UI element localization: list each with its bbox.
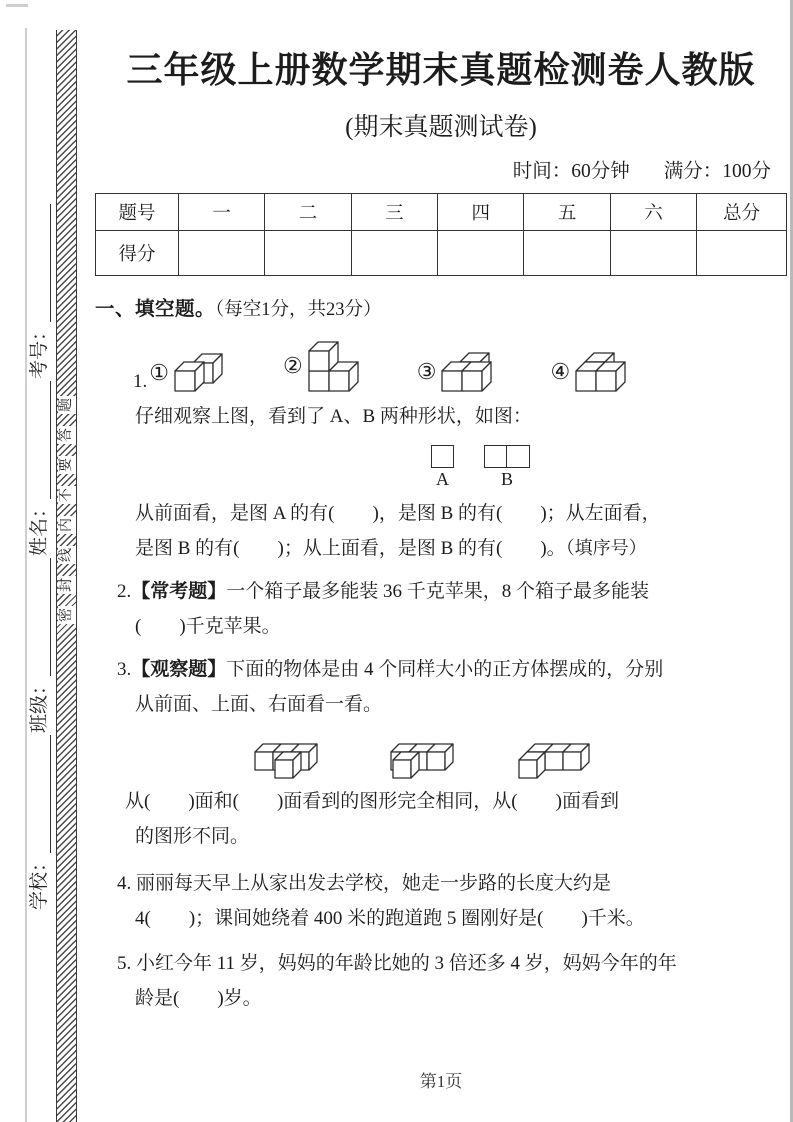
score-cell [697, 231, 787, 276]
question-4-line-2: 4( )；课间她绕着 400 米的跑道跑 5 圈刚好是( )千米。 [135, 908, 645, 929]
seal-char: 线 [58, 548, 74, 562]
shape-ab-figures [95, 438, 787, 490]
question-1-fill-note: （填序号） [565, 538, 647, 558]
exam-content [95, 0, 787, 1122]
figure-4-group [550, 351, 628, 393]
score-row-label: 得分 [96, 231, 179, 276]
score-cell [524, 231, 610, 276]
question-3-figures [95, 728, 787, 780]
section-1-points-note: （每空1分，共23分） [215, 300, 382, 320]
question-5-line-1 [95, 946, 787, 981]
exam-info-line [95, 155, 787, 183]
question-1-number: 1. [133, 371, 148, 392]
question-1-line-2-text: 是图 B 的有( )；从上面看，是图 B 的有( )。 [135, 538, 566, 559]
shape-a-square [431, 445, 454, 468]
seal-text [57, 390, 76, 630]
question-3-tag: 【观察题】 [131, 659, 227, 680]
score-cell [610, 231, 696, 276]
seal-char: 答 [58, 428, 74, 442]
question-2-number: 2. [117, 581, 132, 602]
question-1-observe-text: 仔细观察上图，看到了 A、B 两种形状，如图： [135, 406, 532, 427]
score-cell [438, 231, 524, 276]
question-3-line-2: 从前面、上面、右面看一看。 [135, 694, 383, 715]
question-3-line-1 [95, 652, 787, 687]
cube-figure-2 [307, 339, 361, 393]
question-4-line-1 [95, 866, 787, 901]
question-3-text: 下面的物体是由 4 个同样大小的正方体摆成的，分别 [226, 659, 664, 680]
header-cell-section-5: 五 [524, 194, 610, 231]
section-1-title: 一、填空题。 [95, 298, 216, 320]
score-table [95, 193, 787, 276]
score-cell [351, 231, 437, 276]
question-2-tag: 【常考题】 [131, 581, 227, 602]
question-4-text: 丽丽每天早上从家出发去学校，她走一步路的长度大约是 [136, 873, 612, 894]
seal-char: 题 [58, 398, 74, 412]
cube-figure-3 [440, 351, 494, 393]
header-cell-total: 总分 [697, 194, 787, 231]
question-2-line-2: ( )千克苹果。 [135, 616, 281, 637]
question-1-figures [95, 331, 787, 393]
question-5-text: 小红今年 11 岁，妈妈的年龄比她的 3 倍还多 4 岁，妈妈今年的年 [136, 953, 677, 974]
circled-3: ③ [416, 359, 437, 384]
circled-4: ④ [550, 359, 571, 384]
seal-char: 内 [58, 518, 74, 532]
class-blank-line [31, 558, 51, 676]
cube-arrangement-1 [245, 742, 319, 780]
header-cell-section-6: 六 [610, 194, 696, 231]
page-number: 第1页 [419, 1072, 463, 1091]
figure-2-group [283, 339, 361, 393]
question-2-line-1 [95, 574, 787, 609]
cube-arrangement-3 [517, 742, 591, 780]
shape-a-label: A [436, 469, 449, 489]
school-blank-line [31, 735, 51, 853]
score-cell [265, 231, 351, 276]
question-1-line-1: 从前面看，是图 A 的有( )，是图 B 的有( )；从左面看， [135, 503, 661, 524]
circled-2: ② [282, 353, 303, 378]
header-cell-question-number: 题号 [96, 194, 179, 231]
school-field [24, 733, 51, 910]
shape-b-square-2 [507, 445, 530, 468]
header-cell-section-1: 一 [178, 194, 264, 231]
seal-char: 要 [58, 458, 74, 472]
shape-b-label: B [500, 469, 513, 489]
question-4-number: 4. [117, 873, 132, 894]
exam-title: 三年级上册数学期末真题检测卷人教版 [126, 50, 756, 90]
question-5-line-2: 龄是( )岁。 [135, 988, 262, 1009]
score-table-score-row [96, 231, 787, 276]
name-label: 姓名： [28, 498, 50, 556]
name-blank-line [31, 381, 51, 499]
full-score: 满分：100分 [663, 161, 771, 182]
cube-figure-1 [173, 353, 225, 393]
question-3-number: 3. [117, 659, 132, 680]
shape-b-figure [484, 445, 530, 490]
circled-1: ① [149, 360, 169, 385]
exam-number-field [24, 202, 51, 379]
class-label: 班级： [28, 675, 50, 733]
score-table-header-row [96, 194, 787, 231]
seal-char: 密 [58, 608, 74, 622]
exam-number-blank-line [31, 204, 51, 322]
cube-arrangement-2 [381, 742, 455, 780]
question-1-line-2 [95, 531, 787, 566]
score-cell [178, 231, 264, 276]
exam-subtitle: (期末真题测试卷) [345, 114, 537, 141]
figure-3-group [417, 351, 495, 393]
school-label: 学校： [28, 852, 50, 910]
seal-char: 不 [58, 488, 74, 502]
shape-b-square-1 [484, 445, 507, 468]
time-limit: 时间：60分钟 [512, 161, 630, 182]
figure-1-group [149, 353, 225, 393]
question-3-line-3: 从( )面和( )面看到的图形完全相同，从( )面看到 [125, 791, 619, 812]
seal-char: 封 [58, 578, 74, 592]
question-5-number: 5. [117, 953, 132, 974]
question-2-text: 一个箱子最多能装 36 千克苹果，8 个箱子最多能装 [226, 581, 650, 602]
question-3-line-4: 的图形不同。 [135, 826, 250, 847]
header-cell-section-2: 二 [265, 194, 351, 231]
shape-b-squares [484, 445, 530, 468]
header-cell-section-3: 三 [351, 194, 437, 231]
cube-figure-4 [574, 351, 628, 393]
student-info-sidebar [16, 0, 58, 1122]
exam-number-label: 考号： [28, 321, 50, 379]
name-field [24, 379, 51, 556]
section-1-heading [95, 293, 787, 321]
shape-a-figure [431, 445, 454, 490]
class-field [24, 556, 51, 733]
header-cell-section-4: 四 [438, 194, 524, 231]
seal-line [56, 30, 77, 1122]
